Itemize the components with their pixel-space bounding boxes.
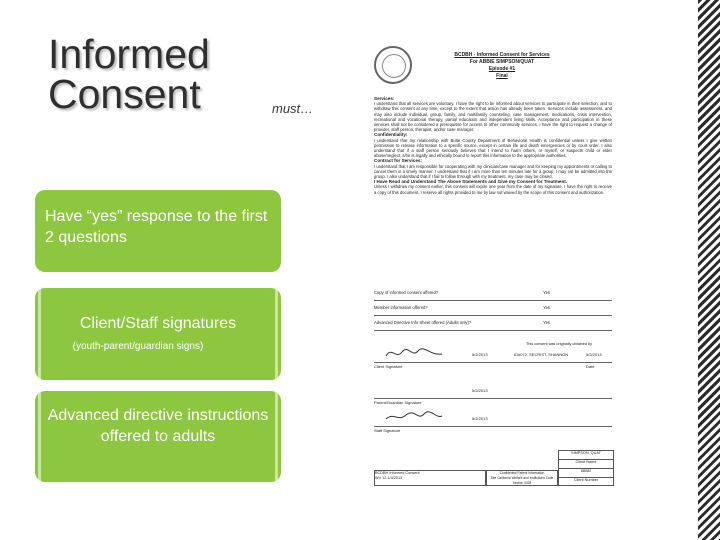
card-signatures — [35, 288, 281, 380]
question-text: Copy of informed consent offered? — [374, 290, 439, 295]
question-text: Member information offered? — [374, 305, 428, 310]
footer-confidential — [486, 470, 558, 486]
card-yes-responses — [35, 190, 281, 272]
section-text: I understand that my relationship with Butte County Department of Behavioral Health is confidential unless I give written permission to release information to a specific source, except in certain life and death emergencies or by court order. I also understand that if a staff person seriously believes that I intend to harm others, or myself, or suspects child or elder abuse/neglect, s/he is legally and ethically bound to report this information to the appropriate authorities. — [374, 137, 612, 159]
section-text: I understand that all services are voluntary. I have the right to be informed about services to participate in their selection, and to withdraw this consent at any time, except to the extent that action has already been taken. Services include assessment, and may also include individual, group, family, and multifamily counseling, case management, medications, crisis intervention, recreational and vocational therapy, partial education and independent living skills. Acceptance and participation in these services shall not be considered a prerequisite for access to other community services. I have the right to request a change of provider, staff person, therapist, and/or case manager. — [374, 101, 612, 133]
question-answer: Yes — [543, 320, 550, 325]
signed-note: This consent was originally obtained by — [526, 342, 593, 346]
section-heading: Confidentiality: — [374, 132, 408, 138]
consent-document-image — [366, 42, 620, 490]
signature-row — [374, 412, 612, 433]
signed-note-block — [526, 342, 612, 347]
footer-form-version: WV 12.1/4/2013 — [375, 476, 403, 481]
footer-form-name: BCDBH Informed Consent — [375, 471, 420, 475]
doc-title: BCDBH - Informed Consent for Services — [454, 52, 550, 58]
signature-date: 5/2/2013 — [472, 352, 488, 357]
client-name-label: Client Name — [559, 460, 613, 469]
signature-date: 5/2/2013 — [472, 388, 488, 393]
client-name-value: SIMPSON, QUAT — [559, 451, 613, 460]
signed-date: 5/2/2013 — [586, 352, 602, 357]
signature-date: 5/2/2013 — [472, 416, 488, 421]
decorative-stripe — [698, 0, 720, 540]
footer-form-id — [374, 470, 486, 486]
doc-status: Final — [496, 73, 508, 79]
document-footer — [374, 450, 612, 486]
section-heading: Services: — [374, 96, 395, 101]
card-advanced-directive — [35, 391, 281, 482]
county-seal-icon — [374, 46, 412, 84]
question-text: Advanced Directive Info Sheet offered (Adults only)? — [374, 320, 472, 325]
card-text: Advanced directive instructions offered to adults — [47, 407, 269, 445]
signature-label: Staff Signature — [374, 428, 401, 433]
document-header — [452, 52, 552, 80]
signature-row — [374, 348, 612, 369]
section-text: Unless I withdraw my consent earlier, this consent will expire one year from the date of my signature. I have the right to receive a copy of this document. I reserve all rights provided to me by law not waived by the scope of this consent and authorization. — [374, 184, 612, 195]
card-subtext: (youth-parent/guardian signs) — [72, 341, 204, 352]
document-body — [374, 96, 612, 314]
client-number-label: Client Number — [573, 478, 599, 482]
footer-client-box — [558, 450, 614, 486]
card-text: Have “yes” response to the first 2 questions — [45, 208, 268, 246]
card-text: Client/Staff signatures — [79, 315, 237, 332]
date-label: Date — [586, 364, 595, 369]
question-answer: Yes — [543, 305, 550, 310]
section-text: I understand that I am responsible for cooperating with my clinician/case manager and for keeping my appointments or calling to cancel them in a timely manner. I understand that if I am more than ten minutes late for a group, I may not be admitted into the group. I also understand that if I fail to follow through with my treatment, my case may be closed. — [374, 163, 612, 180]
client-number-value: 88082 — [559, 469, 613, 478]
slide-title: Informed Consent — [48, 31, 210, 117]
footer-confidential-code: See California Welfare and Institutions Code Section 5328 — [490, 476, 554, 486]
question-answer: Yes — [543, 290, 550, 295]
signature-scribble-icon — [384, 346, 444, 360]
footer-confidential-title: Confidential Patient Information — [499, 471, 545, 475]
signature-row — [374, 384, 612, 405]
question-row — [374, 290, 612, 301]
doc-episode: Episode #1 — [488, 66, 516, 72]
section-heading: I Have Read and Understand The Above Statements and Give my Consent for Treatment. — [374, 179, 568, 185]
section-heading: Contract for Services: — [374, 158, 422, 164]
question-row — [374, 320, 612, 331]
question-row — [374, 305, 612, 316]
signature-scribble-icon — [384, 410, 444, 424]
signature-label: Parent/Guardian Signature — [374, 400, 422, 405]
signature-label: Client Signature — [374, 364, 403, 369]
signed-by: ID#072, SECRIST, SHANNON — [514, 352, 569, 357]
doc-client: For ABBIE SIMPSON/QUAT — [469, 59, 535, 65]
must-caption: must… — [272, 101, 314, 116]
